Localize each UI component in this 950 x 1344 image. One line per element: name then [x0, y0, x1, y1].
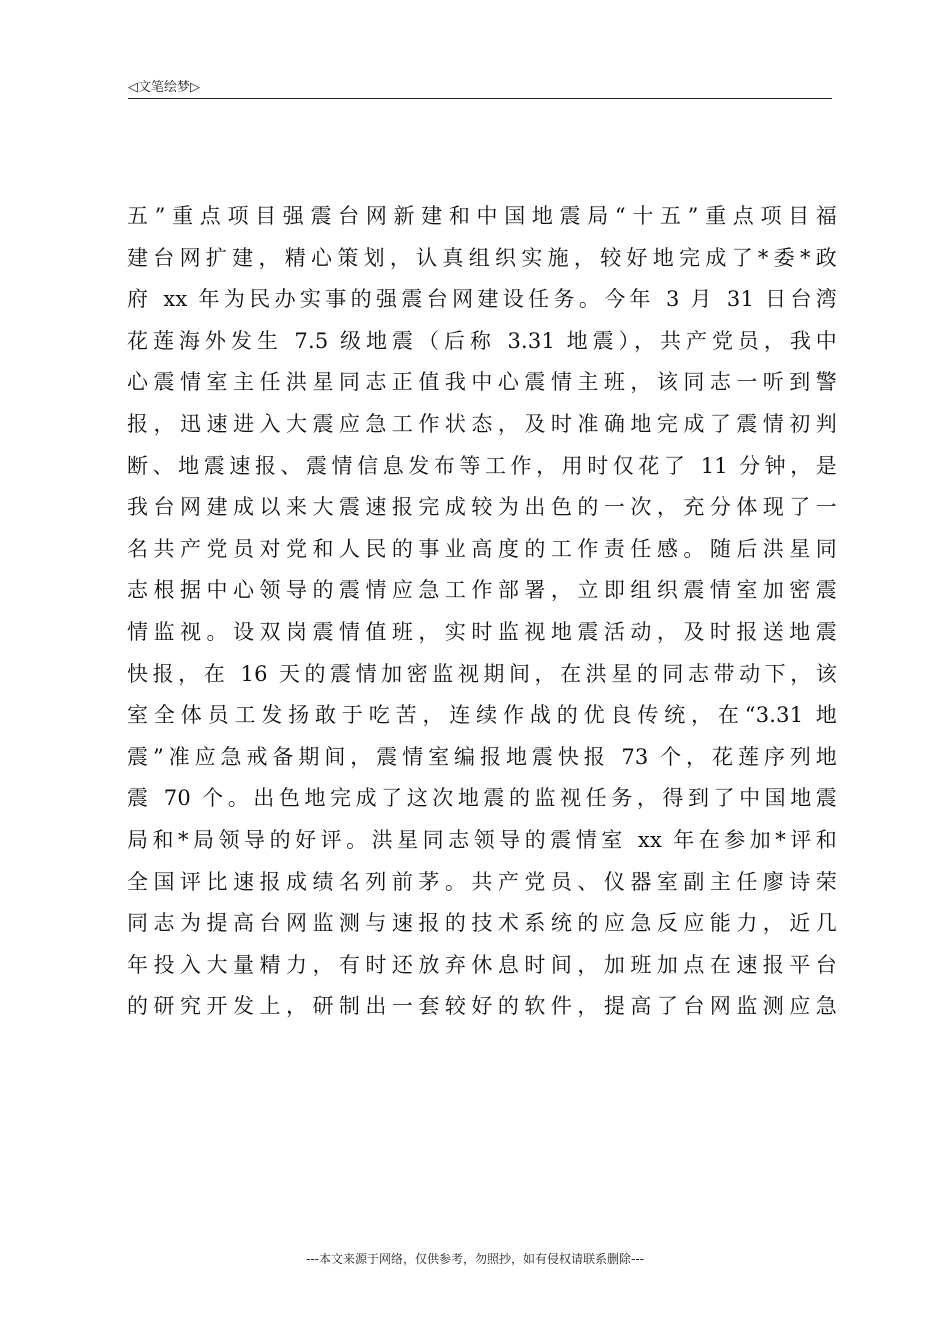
text-line: 我台网建成以来大震速报完成较为出色的一次，充分体现了一 [127, 495, 837, 520]
text-line: 震”准应急戒备期间，震情室编报地震快报 73 个，花莲序列地 [127, 744, 837, 769]
text-line: 的研究开发上，研制出一套较好的软件，提高了台网监测应急 [127, 994, 837, 1019]
text-line: 建台网扩建，精心策划，认真组织实施，较好地完成了*委*政 [127, 245, 837, 270]
page-header [128, 70, 832, 99]
header-title: ◁文笔绘梦▷ [128, 80, 200, 95]
text-line: 局和*局领导的好评。洪星同志领导的震情室 xx 年在参加*评和 [127, 827, 837, 852]
text-line: 名共产党员对党和人民的事业高度的工作责任感。随后洪星同 [127, 536, 837, 561]
text-line: 花莲海外发生 7.5 级地震（后称 3.31 地震），共产党员，我中 [127, 328, 837, 353]
text-line: 同志为提高台网监测与速报的技术系统的应急反应能力，近几 [127, 911, 837, 936]
text-line: 心震情室主任洪星同志正值我中心震情主班，该同志一听到警 [127, 370, 837, 395]
page-footer: ---本文来源于网络，仅供参考，勿照抄，如有侵权请联系删除--- [306, 1252, 644, 1266]
text-line: 五”重点项目强震台网新建和中国地震局“十五”重点项目福 [127, 204, 837, 228]
text-line: 断、地震速报、震情信息发布等工作，用时仅花了 11 分钟，是 [127, 453, 837, 478]
text-line: 年投入大量精力，有时还放弃休息时间，加班加点在速报平台 [127, 952, 837, 977]
text-line: 报，迅速进入大震应急工作状态，及时准确地完成了震情初判 [127, 411, 837, 436]
body-text [127, 196, 837, 1028]
text-line: 情监视。设双岗震情值班，实时监视地震活动，及时报送地震 [127, 619, 837, 644]
text-line: 快报，在 16 天的震情加密监视期间，在洪星的同志带动下，该 [127, 661, 837, 686]
text-line: 震 70 个。出色地完成了这次地震的监视任务，得到了中国地震 [127, 786, 837, 811]
text-line: 室全体员工发扬敢于吃苦，连续作战的优良传统，在“3.31 地 [127, 703, 837, 728]
text-line: 志根据中心领导的震情应急工作部署，立即组织震情室加密震 [127, 578, 837, 603]
text-line: 府 xx 年为民办实事的强震台网建设任务。今年 3 月 31 日台湾 [127, 287, 837, 312]
text-line: 全国评比速报成绩名列前茅。共产党员、仪器室副主任廖诗荣 [127, 869, 837, 894]
